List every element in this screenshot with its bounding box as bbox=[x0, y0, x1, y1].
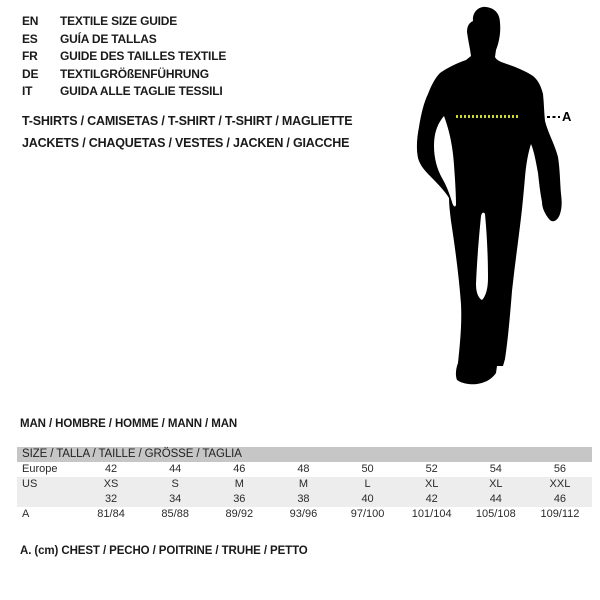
size-cell: 46 bbox=[553, 493, 567, 505]
size-table bbox=[17, 447, 592, 522]
size-cell: L bbox=[364, 478, 371, 490]
category-line-jackets: JACKETS / CHAQUETAS / VESTES / JACKEN / GIACCHE bbox=[22, 136, 350, 150]
measure-connector-dashes bbox=[547, 116, 560, 118]
size-cell: 81/84 bbox=[97, 508, 125, 520]
language-label: TEXTILGRÖßENFÜHRUNG bbox=[60, 66, 209, 81]
language-code: EN bbox=[22, 14, 39, 28]
size-cell: 101/104 bbox=[411, 508, 452, 520]
size-guide-figure bbox=[400, 0, 600, 410]
size-cell: 44 bbox=[489, 493, 502, 505]
size-cell: 36 bbox=[233, 493, 246, 505]
language-label: GUÍA DE TALLAS bbox=[60, 31, 157, 46]
measure-label-a: A bbox=[562, 109, 572, 124]
language-code: ES bbox=[22, 31, 38, 46]
size-cell: 93/96 bbox=[289, 508, 318, 520]
size-cell: 38 bbox=[297, 493, 310, 505]
language-row bbox=[22, 13, 226, 31]
size-cell: XL bbox=[489, 478, 503, 490]
table-row-us bbox=[17, 477, 592, 492]
table-row-us-numeric bbox=[17, 492, 592, 507]
size-cell: 89/92 bbox=[225, 508, 254, 520]
size-cell: 97/100 bbox=[350, 508, 385, 520]
size-cell: M bbox=[298, 478, 309, 490]
language-row bbox=[22, 31, 226, 49]
section-title-man: MAN / HOMBRE / HOMME / MANN / MAN bbox=[20, 418, 238, 430]
language-code: DE bbox=[22, 66, 39, 81]
size-cell: 56 bbox=[553, 463, 567, 475]
size-cell: 42 bbox=[104, 463, 118, 475]
size-table-header: SIZE / TALLA / TAILLE / GRÖSSE / TAGLIA bbox=[17, 447, 592, 462]
size-cell: 85/88 bbox=[161, 508, 189, 520]
size-cell: 44 bbox=[169, 463, 182, 475]
size-cell: S bbox=[171, 478, 179, 490]
size-cell: 52 bbox=[425, 463, 438, 475]
row-label: US bbox=[22, 478, 38, 490]
language-label: GUIDE DES TAILLES TEXTILE bbox=[60, 49, 227, 63]
row-label bbox=[17, 492, 79, 507]
row-label: A bbox=[22, 508, 30, 520]
row-label: Europe bbox=[22, 463, 58, 475]
language-label: TEXTILE SIZE GUIDE bbox=[60, 14, 178, 28]
language-row bbox=[22, 66, 226, 84]
language-row bbox=[22, 48, 226, 66]
size-cell: 50 bbox=[361, 463, 374, 475]
size-cell: 34 bbox=[169, 493, 182, 505]
size-cell: XXL bbox=[549, 478, 571, 490]
table-row-chest-a bbox=[17, 507, 592, 522]
size-cell: 42 bbox=[425, 493, 438, 505]
language-label: GUIDA ALLE TAGLIE TESSILI bbox=[60, 84, 223, 98]
category-line-tshirts: T-SHIRTS / CAMISETAS / T-SHIRT / T-SHIRT / MAGLIETTE bbox=[22, 114, 353, 128]
size-cell: XL bbox=[424, 478, 439, 490]
size-cell: XS bbox=[103, 478, 119, 490]
man-silhouette bbox=[400, 0, 600, 410]
size-cell: 109/112 bbox=[540, 508, 580, 520]
language-row bbox=[22, 83, 226, 101]
size-cell: 54 bbox=[489, 463, 502, 475]
size-cell: 48 bbox=[297, 463, 310, 475]
measurement-footnote: A. (cm) CHEST / PECHO / POITRINE / TRUHE / PETTO bbox=[20, 545, 308, 557]
size-cell: 105/108 bbox=[475, 508, 516, 520]
size-cell: 40 bbox=[361, 493, 374, 505]
size-cell: 32 bbox=[104, 493, 118, 505]
size-cell: M bbox=[234, 478, 244, 490]
table-row-europe bbox=[17, 462, 592, 477]
language-code: IT bbox=[22, 84, 33, 98]
chest-measure-line bbox=[456, 115, 520, 118]
language-code: FR bbox=[22, 49, 38, 63]
size-cell: 46 bbox=[233, 463, 246, 475]
category-list bbox=[22, 110, 352, 154]
language-list bbox=[22, 13, 226, 101]
